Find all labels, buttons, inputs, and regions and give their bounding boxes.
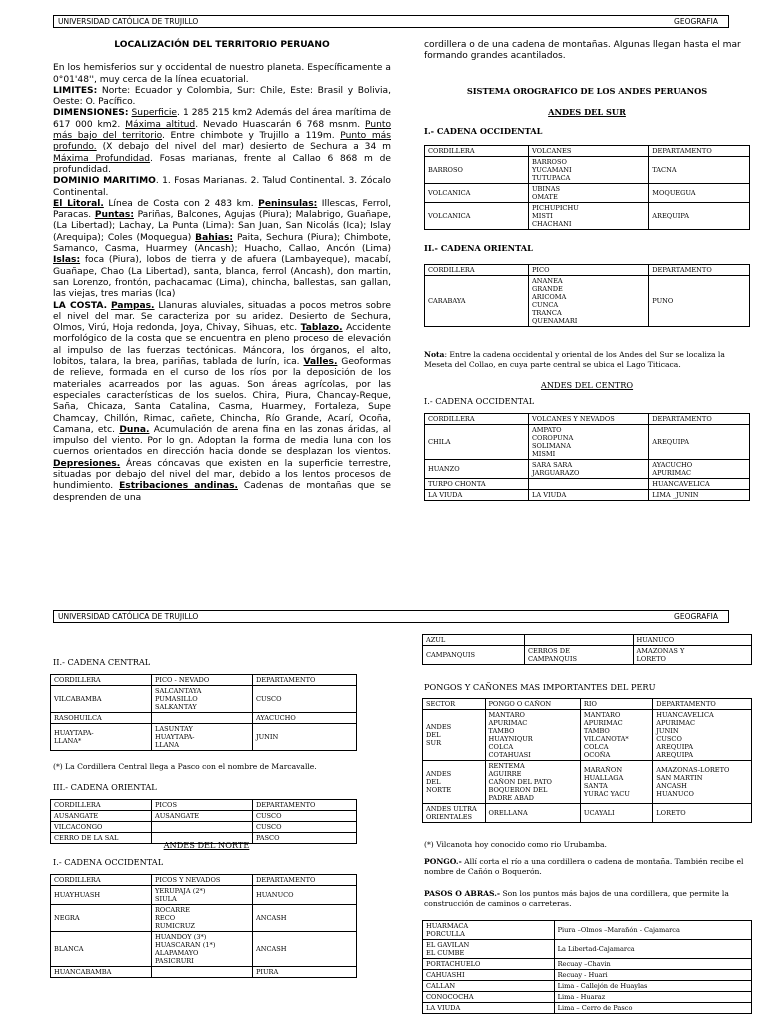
table-cell: UCAYALI <box>580 804 652 823</box>
max-prof-label: Máxima Profundidad <box>53 153 151 164</box>
max-prof-text: . Fosas marianas, frente al Callao 6 868 m de profundidad. <box>53 153 391 175</box>
table-header-cell: CORDILLERA <box>51 875 152 886</box>
table-cell: CARABAYA <box>425 276 529 327</box>
superficie-label: Superficie <box>131 108 178 119</box>
table-cell: VILCABAMBA <box>51 686 152 713</box>
table-cell: CUSCO <box>252 686 356 713</box>
table-row <box>423 921 752 940</box>
table-pasos <box>422 920 752 1014</box>
table-cell: HUANCAVELICA APURIMAC JUNIN CUSCO AREQUIPA AREQUIPA <box>653 710 752 761</box>
table-row <box>425 490 750 501</box>
tablazo-text: Accidente morfológico de la costa que se encuentra en pleno proceso de elevación al impulso de las fuerzas tectónicas. Máncora, los órganos, el alto, lobitos, talara, la brea, pariñas, tablada de lurín, ica. <box>53 323 391 368</box>
table-cell: AZUL <box>423 635 525 646</box>
limites-label: LIMITES: <box>53 85 98 96</box>
table-cell: HUAYHUASH <box>51 886 152 905</box>
table-cell: BLANCA <box>51 932 152 967</box>
table-cell: TURPO CHONTA <box>425 479 529 490</box>
pongo-definition <box>424 857 754 877</box>
table-cell: Lima - Huaraz <box>554 992 751 1003</box>
table-cell: AMAZONAS Y LORETO <box>633 646 751 665</box>
table-cell: LA VIUDA <box>529 490 649 501</box>
table-header-cell: CORDILLERA <box>425 265 529 276</box>
table-header-row <box>425 414 750 425</box>
table-row <box>423 959 752 970</box>
table-row <box>51 686 357 713</box>
cadena-occidental-centro-heading: I.- CADENA OCCIDENTAL <box>424 396 535 406</box>
page-2 <box>0 512 768 1024</box>
table-cell: Piura –Olmos –Marañón - Cajamarca <box>554 921 751 940</box>
peninsulas-text: Illescas, Ferrol, Paracas. <box>53 198 391 221</box>
table-row <box>51 932 357 967</box>
table-header-cell: PICOS Y NEVADOS <box>151 875 252 886</box>
table-norte-occidental <box>50 874 357 978</box>
pasos-text: Son los puntos más bajos de una cordillera, que permite la construcción de caminos o carreteras. <box>424 889 729 908</box>
islas-label: Islas: <box>53 255 81 266</box>
table-cell: AYACUCHO <box>252 713 356 724</box>
punto-bajo-text: . Entre chimbote y Trujillo a 119m. <box>162 131 341 142</box>
pongo-text: Allí corta el río a una cordillera o cadena de montaña. También recibe el nombre de Cañón o Boquerón. <box>424 857 744 876</box>
pongos-title: PONGOS Y CAÑONES MAS IMPORTANTES DEL PERU <box>424 682 656 692</box>
table-centro-oriental <box>50 799 357 844</box>
puntas-text: Pariñas, Balcones, Agujas (Piura); Malabrigo, Guañape, (La Libertad); Lachay, La Punta (Lima): San Juan, San Nicolás (Ica); Islay (Arequipa); Coles (Moquegua) <box>53 210 391 243</box>
table-header-row <box>51 675 357 686</box>
table-row <box>51 822 357 833</box>
punto-prof-text: (X debajo del nivel del mar) desierto de Sechura a 34 m <box>96 142 391 153</box>
table-cell: ROCARRE RECO RUMICRUZ <box>151 905 252 932</box>
table-row <box>51 713 357 724</box>
table-row <box>423 710 752 761</box>
superficie-text: . 1 285 215 km2 Además del área marítima de 617 000 km2. <box>53 108 391 130</box>
page-header <box>53 15 729 28</box>
table-cell: ANDES DEL SUR <box>423 710 486 761</box>
islas-text: foca (Piura), lobos de tierra y de afuera (Lambayeque), macabí, Guañape, Chao (La Libertad), santa, blanca, ferrol (Ancash), don martin, san Lorenzo, frontón, pachacamac (Lima), chincha, ballestas, san gallan, las viejas, tres marias (Ica) <box>53 255 391 300</box>
note-central: (*) La Cordillera Central llega a Pasco con el nombre de Marcavalle. <box>53 762 317 771</box>
bahias-text: Paita, Sechura (Piura); Chimbote, Samanco, Casma, Huarmey (Ancash); Huacho, Callao, Ancón (Lima) <box>53 232 391 255</box>
punto-bajo-label: Punto más bajo del territorio <box>53 119 392 142</box>
pampas-label: Pampas. <box>110 300 155 311</box>
table-cell: LASUNTAY HUAYTAPA- LLANA <box>151 724 252 751</box>
table-cell: VILCACONGO <box>51 822 152 833</box>
university-name: UNIVERSIDAD CATÓLICA DE TRUJILLO <box>58 612 199 621</box>
table-cell: VOLCANICA <box>425 184 529 203</box>
note-vilcanota: (*) Vilcanota hoy conocido como rio Urubamba. <box>424 840 607 849</box>
table-cell: LORETO <box>653 804 752 823</box>
pampas-text: Llanuras aluviales, situadas a pocos metros sobre el nivel del mar. Se caracteriza por su aridez. Desierto de Sechura, Olmos, Virú, Hoja redonda, Joya, Chivay, Sihuas, etc. <box>53 300 391 334</box>
depresiones-label: Depresiones. <box>53 458 121 469</box>
table-row <box>423 1003 752 1014</box>
table-header-cell: DEPARTAMENTO <box>649 414 750 425</box>
table-row <box>423 804 752 823</box>
table-row <box>425 460 750 479</box>
table-row <box>423 970 752 981</box>
table-row <box>423 940 752 959</box>
table-cell: PICHUPICHU MISTI CHACHANI <box>529 203 649 230</box>
table-row <box>51 886 357 905</box>
table-cell <box>151 967 252 978</box>
andes-centro-heading: ANDES DEL CENTRO <box>540 380 634 390</box>
table-centro-central <box>50 674 357 751</box>
table-cell: UBINAS OMATE <box>529 184 649 203</box>
table-row <box>51 811 357 822</box>
andes-norte-heading: ANDES DEL NORTE <box>163 840 250 850</box>
table-header-row <box>51 875 357 886</box>
table-cell: EL GAVILAN EL CUMBE <box>423 940 555 959</box>
table-cell: HUANZO <box>425 460 529 479</box>
table-cell: AUSANGATE <box>151 811 252 822</box>
table-cell: PORTACHUELO <box>423 959 555 970</box>
table-cell: HUAYTAPA- LLANA* <box>51 724 152 751</box>
table-cell: CERRO DE LA SAL <box>51 833 152 844</box>
table-cell: HUANCABAMBA <box>51 967 152 978</box>
table-header-cell: DEPARTAMENTO <box>653 699 752 710</box>
table-cell: LA VIUDA <box>425 490 529 501</box>
table-cell: CALLAN <box>423 981 555 992</box>
table-cell: LIMA _JUNIN <box>649 490 750 501</box>
tablazo-label: Tablazo. <box>300 323 343 334</box>
left-column <box>53 40 391 504</box>
table-header-cell: VOLCANES <box>529 146 649 157</box>
table-cell: CUSCO <box>252 811 356 822</box>
table-cell: ANCASH <box>252 932 356 967</box>
table-cell: SALCANTAYA PUMASILLO SALKANTAY <box>151 686 252 713</box>
table-sur-oriental <box>424 264 750 327</box>
table-cell <box>524 635 633 646</box>
table-cell: VOLCANICA <box>425 203 529 230</box>
table-cell: ANDES ULTRA ORIENTALES <box>423 804 486 823</box>
table-cell: MANTARO APURIMAC TAMBO VILCANOTA* COLCA OCOÑA <box>580 710 652 761</box>
table-sur-occidental <box>424 145 750 230</box>
table-cell: Lima - Callejón de Huaylas <box>554 981 751 992</box>
costa-label: LA COSTA. <box>53 300 108 311</box>
page-title: LOCALIZACIÓN DEL TERRITORIO PERUANO <box>114 40 330 50</box>
andes-sur-heading: ANDES DEL SUR <box>548 107 626 117</box>
table-cell: PASCO <box>252 833 356 844</box>
table-cell: RENTEMA AGUIRRE CAÑON DEL PATO BOQUERON DEL PADRE ABAD <box>485 761 580 804</box>
table-row <box>423 992 752 1003</box>
table-row <box>51 967 357 978</box>
table-header-row <box>425 265 750 276</box>
table-cell: AMAZONAS-LORETO SAN MARTIN ANCASH HUANUCO <box>653 761 752 804</box>
table-header-cell: DEPARTAMENTO <box>252 800 356 811</box>
table-cell: ANDES DEL NORTE <box>423 761 486 804</box>
table-header-cell: CORDILLERA <box>425 414 529 425</box>
table-header-cell: VOLCANES Y NEVADOS <box>529 414 649 425</box>
duna-label: Duna. <box>119 424 150 435</box>
table-row <box>423 981 752 992</box>
table-cell: YERUPAJA (2*) SIULA <box>151 886 252 905</box>
table-cell: PIURA <box>252 967 356 978</box>
table-cell: AUSANGATE <box>51 811 152 822</box>
duna-text: Acumulación de arena fina en las zonas áridas, al impulso del viento. Por lo gn. Adoptan la forma de media luna con los cuernos orientados en dirección hacia donde se desplazan los vientos. <box>53 424 391 458</box>
table-cell: Recuay - Huari <box>554 970 751 981</box>
punto-prof-label: Punto más profundo. <box>53 131 391 153</box>
table-row <box>425 157 750 184</box>
table-row <box>425 203 750 230</box>
table-header-cell: RIO <box>580 699 652 710</box>
table-header-cell: DEPARTAMENTO <box>649 146 750 157</box>
table-cell: ANCASH <box>252 905 356 932</box>
nota-paragraph <box>424 350 750 370</box>
table-cell: MARAÑON HUALLAGA SANTA YURAC YACU <box>580 761 652 804</box>
table-row <box>51 905 357 932</box>
table-cell: CERROS DE CAMPANQUIS <box>524 646 633 665</box>
litoral-text: Línea de Costa con 2 483 km. <box>103 198 259 209</box>
table-cell: La Libertad-Cajamarca <box>554 940 751 959</box>
bahias-label: Bahias: <box>195 232 234 243</box>
estribaciones-label: Estribaciones andinas. <box>119 481 238 492</box>
table-cell: HUANUCO <box>252 886 356 905</box>
pasos-definition <box>424 889 754 909</box>
table-centro-occidental <box>424 413 750 501</box>
table-row <box>425 184 750 203</box>
table-cell: NEGRA <box>51 905 152 932</box>
table-cell: RASOHUILCA <box>51 713 152 724</box>
intro-paragraph <box>53 63 391 504</box>
table-cell: AREQUIPA <box>649 425 750 460</box>
table-header-cell: DEPARTAMENTO <box>252 875 356 886</box>
table-cell: SARA SARA JARGUARAZO <box>529 460 649 479</box>
university-name: UNIVERSIDAD CATÓLICA DE TRUJILLO <box>58 17 199 26</box>
table-cell: CUSCO <box>252 822 356 833</box>
table-header-cell: DEPARTAMENTO <box>649 265 750 276</box>
table-cell: MANTARO APURIMAC TAMBO HUAYNIQUR COLCA COTAHUASI <box>485 710 580 761</box>
table-header-cell: PICO - NEVADO <box>151 675 252 686</box>
table-header-row <box>51 800 357 811</box>
dimensiones-label: DIMENSIONES: <box>53 108 129 119</box>
table-cell <box>529 479 649 490</box>
altitud-label: Máxima altitud <box>125 119 196 130</box>
dominio-text: . 1. Fosas Marianas. 2. Talud Continental. 3. Zócalo Continental. <box>53 176 391 198</box>
table-row <box>425 276 750 327</box>
table-norte-continued <box>422 634 752 665</box>
table-row <box>51 724 357 751</box>
table-header-cell: SECTOR <box>423 699 486 710</box>
dominio-label: DOMINIO MARITIMO <box>53 176 156 187</box>
valles-label: Valles. <box>303 357 338 368</box>
table-cell: ANANEA GRANDE ARICOMA CUNCA TRANCA QUENAMARI <box>529 276 649 327</box>
table-cell: JUNIN <box>252 724 356 751</box>
table-row <box>423 646 752 665</box>
table-pongos <box>422 698 752 823</box>
table-cell: CAHUASHI <box>423 970 555 981</box>
table-header-cell: PICOS <box>151 800 252 811</box>
table-header-cell: CORDILLERA <box>51 675 152 686</box>
table-cell: Lima – Cerro de Pasco <box>554 1003 751 1014</box>
table-cell: HUANUCO <box>633 635 751 646</box>
cadena-oriental-heading: II.- CADENA ORIENTAL <box>424 243 533 253</box>
table-row <box>423 635 752 646</box>
nota-label: Nota <box>424 350 445 359</box>
table-cell: LA VIUDA <box>423 1003 555 1014</box>
intro-text: En los hemisferios sur y occidental de nuestro planeta. Específicamente a 0°01'48'', muy cerca de la línea ecuatorial. <box>53 63 391 85</box>
table-cell <box>151 822 252 833</box>
table-cell: TACNA <box>649 157 750 184</box>
sistema-title: SISTEMA OROGRAFICO DE LOS ANDES PERUANOS <box>466 86 708 96</box>
limites-text: Norte: Ecuador y Colombia, Sur: Chile, Este: Brasil y Bolivia, Oeste: O. Pacífico. <box>53 85 391 108</box>
table-row <box>425 479 750 490</box>
table-cell: CAMPANQUIS <box>423 646 525 665</box>
table-cell: AREQUIPA <box>649 203 750 230</box>
table-cell: HUARMACA PORCULLA <box>423 921 555 940</box>
table-cell: MOQUEGUA <box>649 184 750 203</box>
table-cell: BARROSO YUCAMANI TUTUPACA <box>529 157 649 184</box>
table-cell: Recuay –Chavin <box>554 959 751 970</box>
subject-name: GEOGRAFIA <box>674 612 718 621</box>
nota-text: : Entre la cadena occidental y oriental de los Andes del Sur se localiza la Meseta del Collao, en cuya parte central se ubica el Lago Titicaca. <box>424 350 725 369</box>
table-cell: HUANDOY (3*) HUASCARAN (1*) ALAPAMAYO PASICRURI <box>151 932 252 967</box>
table-row <box>425 425 750 460</box>
pasos-label: PASOS O ABRAS.- <box>424 889 501 898</box>
cadena-occidental-norte-heading: I.- CADENA OCCIDENTAL <box>53 857 164 867</box>
cadena-occidental-heading: I.- CADENA OCCIDENTAL <box>424 126 543 136</box>
table-cell: CONOCOCHA <box>423 992 555 1003</box>
estribaciones-text: Cadenas de montañas que se desprenden de una <box>53 481 391 503</box>
table-cell: PUNO <box>649 276 750 327</box>
table-header-cell: CORDILLERA <box>425 146 529 157</box>
table-header-cell: DEPARTAMENTO <box>252 675 356 686</box>
table-header-row <box>423 699 752 710</box>
litoral-label: El Litoral. <box>53 198 104 209</box>
cadena-oriental-centro-heading: III.- CADENA ORIENTAL <box>53 782 157 792</box>
puntas-label: Puntas: <box>94 210 134 221</box>
altitud-text: . Nevado Huascarán 6 768 msnm. <box>195 119 366 130</box>
pongo-label: PONGO.- <box>424 857 462 866</box>
subject-name: GEOGRAFIA <box>674 17 718 26</box>
right-continuation: cordillera o de una cadena de montañas. Algunas llegan hasta el mar formando grandes acantilados. <box>424 40 741 62</box>
peninsulas-label: Peninsulas: <box>258 198 318 209</box>
table-header-cell: PONGO O CAÑON <box>485 699 580 710</box>
table-header-cell: CORDILLERA <box>51 800 152 811</box>
table-header-cell: PICO <box>529 265 649 276</box>
page-header <box>53 610 729 623</box>
table-header-row <box>425 146 750 157</box>
table-cell <box>151 713 252 724</box>
table-cell: CHILA <box>425 425 529 460</box>
table-cell: ORELLANA <box>485 804 580 823</box>
depresiones-text: Áreas cóncavas que existen en la superficie terrestre, situadas por debajo del nivel del mar, debido a los lentos procesos de hundimiento. <box>53 458 391 492</box>
table-row <box>423 761 752 804</box>
table-cell: AMPATO COROPUNA SOLIMANA MISMI <box>529 425 649 460</box>
table-cell: AYACUCHO APURIMAC <box>649 460 750 479</box>
cadena-central-heading: II.- CADENA CENTRAL <box>53 657 151 667</box>
table-cell: BARROSO <box>425 157 529 184</box>
valles-text: Geoformas de relieve, formada en el curso de los ríos por la deposición de los materiales acarreados por las aguas. Son áreas agrícolas, por las especiales características de los suelos. Chira, Piura, Chancay-Reque, Saña, Chicaza, Santa Catalina, Casma, Huarmey, Fortaleza, Supe Chamcay, Chillón, Rimac, cañete, Chincha, Río Grande, Acarí, Ocoña, Camana, etc. <box>53 357 392 435</box>
table-cell: HUANCAVELICA <box>649 479 750 490</box>
